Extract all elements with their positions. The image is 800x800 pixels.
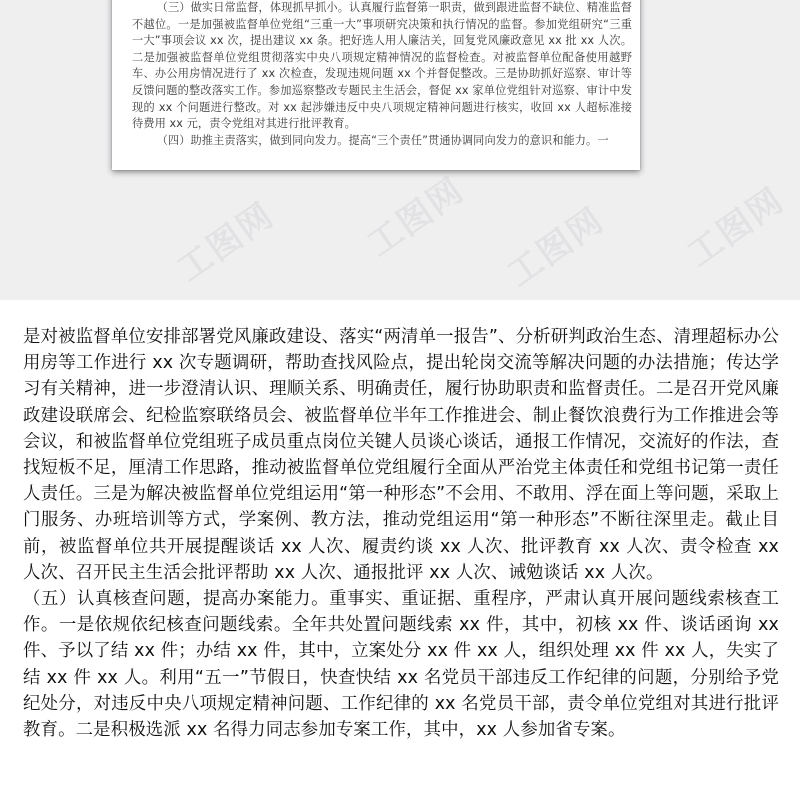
watermark: 工图网 <box>680 180 792 275</box>
watermark: 工图网 <box>500 200 612 295</box>
document-preview-page <box>112 0 640 170</box>
preview-background <box>0 0 800 300</box>
watermark: 工图网 <box>170 195 282 290</box>
watermark: 工图网 <box>360 170 472 265</box>
preview-text <box>132 0 632 149</box>
preview-paragraph: （四）助推主责落实，做到同向发力。提高“三个责任”贯通协调同向发力的意识和能力。一 <box>156 133 609 147</box>
body-paragraph: 是对被监督单位安排部署党风廉政建设、落实“两清单一报告”、分析研判政治生态、清理超标办公用房等工作进行 xx 次专题调研，帮助查找风险点，提出轮岗交流等解决问题的办法措施；传达学习有关精神，进一步澄清认识、理顺关系、明确责任，履行协助职责和监督责任。二是召开党风廉政建设联席会、纪检监察联络员会、被监督单位半年工作推进会、制止餐饮浪费行为工作推进会等会议，和被监督单位党组班子成员重点岗位关键人员谈心谈话，通报工作情况，交流好的作法，查找短板不足，厘清工作思路，推动被监督单位党组履行全面从严治党主体责任和党组书记第一责任人责任。三是为解决被监督单位党组运用“第一种形态”不会用、不敢用、浮在面上等问题，采取上门服务、办班培训等方式，学案例、教方法，推动党组运用“第一种形态”不断往深里走。截止目前，被监督单位共开展提醒谈话 xx 人次、履责约谈 xx 人次、批评教育 xx 人次、责令检查 xx 人次、召开民主生活会批评帮助 xx 人次、通报批评 xx 人次、诫勉谈话 xx 人次。 <box>23 327 779 583</box>
body-paragraph: （五）认真核查问题，提高办案能力。重事实、重证据、重程序，严肃认真开展问题线索核查工作。一是依规依纪核查问题线索。全年共处置问题线索 xx 件，其中，初核 xx 件、谈话函询 xx 件、予以了结 xx 件；办结 xx 件，其中，立案处分 xx 件 xx 人，组织处理 xx 件 xx 人，失实了结 xx 件 xx 人。利用“五一”节假日，快查快结 xx 名党员干部违反工作纪律的问题，分别给予党纪处分，对违反中央八项规定精神问题、工作纪律的 xx 名党员干部，责令单位党组对其进行批评教育。二是积极选派 xx 名得力同志参加专案工作，其中，xx 人参加省专案。 <box>23 589 779 741</box>
document-body <box>23 324 779 743</box>
preview-paragraph: （三）做实日常监督，体现抓早抓小。认真履行监督第一职责，做到跟进监督不缺位、精准监督不越位。一是加强被监督单位党组“三重一大”事项研究决策和执行情况的监督。参加党组研究“三重一大”事项会议 xx 次，提出建议 xx 条。把好选人用人廉洁关，回复党风廉政意见 xx 批 xx 人次。二是加强被监督单位党组贯彻落实中央八项规定精神情况的监督检查。对被监督单位配备使用越野车、办公用房情况进行了 xx 次检查，发现违规问题 xx 个并督促整改。三是协助抓好巡察、审计等反馈问题的整改落实工作。参加巡察整改专题民主生活会，督促 xx 家单位党组针对巡察、审计中发现的 xx 个问题进行整改。对 xx 起涉嫌违反中央八项规定精神问题进行核实，收回 xx 人超标准接待费用 xx 元，责令党组对其进行批评教育。 <box>132 1 632 131</box>
